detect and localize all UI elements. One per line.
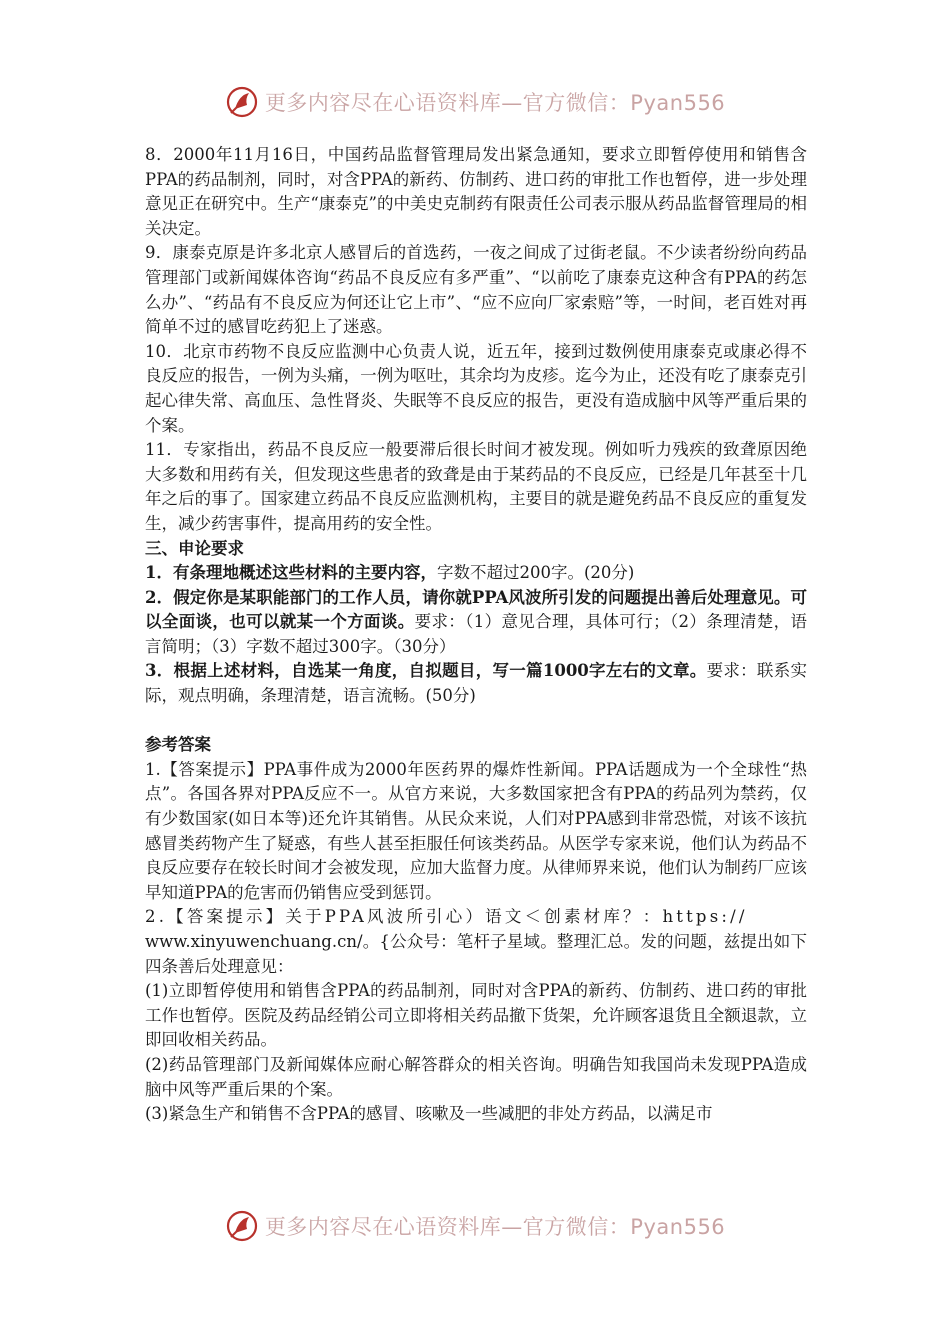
requirement-1 — [145, 561, 807, 586]
answer-2-point-1: (1)立即暂停使用和销售含PPA的药品制剂，同时对含PPA的新药、仿制药、进口药的审批工作也暂停。医院及药品经销公司立即将相关药品撤下货架，允许顾客退货且全额退款，立即回收相关药品。 — [145, 981, 807, 1050]
answer-2-intro-line-2: www.xinyuwenchuang.cn/。{公众号：笔杆子星域。整理汇总。发的问题，兹提出如下四条善后处理意见： — [145, 932, 807, 976]
material-paragraph-8: 8．2000年11月16日，中国药品监督管理局发出紧急通知，要求立即暂停使用和销售含PPA的药品制剂，同时，对含PPA的新药、仿制药、进口药的审批工作也暂停，进一步处理意见正在研究中。生产“康泰克”的中美史克制药有限责任公司表示服从药品监督管理局的相关决定。 — [145, 145, 807, 238]
requirement-1-task: 1．有条理地概述这些材料的主要内容， — [145, 563, 437, 583]
material-paragraph-10: 10．北京市药物不良反应监测中心负责人说，近五年，接到过数例使用康泰克或康必得不良反应的报告，一例为头痛，一例为呕吐，其余均为皮疹。迄今为止，还没有吃了康泰克引起心律失常、高血压、急性肾炎、失眠等不良反应的报告，更没有造成脑中风等严重后果的个案。 — [145, 341, 807, 435]
requirement-3-limits: 要求：联系实际，观点明确，条理清楚，语言流畅。(50分) — [145, 661, 808, 706]
material-paragraph-9: 9．康泰克原是许多北京人感冒后的首选药，一夜之间成了过街老鼠。不少读者纷纷向药品管理部门或新闻媒体咨询“药品不良反应有多严重”、“以前吃了康泰克这种含有PPA的药怎么办”、“药品有不良反应为何还让它上市”、“应不应向厂家索赔”等，一时间，老百姓对再简单不过的感冒吃药犯上了迷惑。 — [145, 243, 807, 337]
requirement-2 — [145, 586, 807, 660]
answer-1: 1.【答案提示】PPA事件成为2000年医药界的爆炸性新闻。PPA话题成为一个全球性“热点”。各国各界对PPA反应不一。从官方来说，大多数国家把含有PPA的药品列为禁药，仅有少数国家(如日本等)还允许其销售。从民众来说，人们对PPA感到非常恐慌，对该不该抗感冒类药物产生了疑惑，有些人甚至拒服任何该类药品。从医学专家来说，他们认为药品不良反应要存在较长时间才会被发现，应加大监督力度。从律师界来说，他们认为制药厂应该早知道PPA的危害而仍销售应受到惩罚。 — [145, 759, 807, 902]
requirement-2-task: 2．假定你是某职能部门的工作人员，请你就PPA风波所引发的问题提出善后处理意见。可以全面谈，也可以就某一个方面谈。 — [145, 587, 807, 632]
answers-heading: 参考答案 — [145, 735, 211, 755]
spacer — [145, 709, 807, 734]
requirement-2-limits: 要求：（1）意见合理，具体可行；（2）条理清楚，语言简明；（3）字数不超过300字。（30分） — [145, 612, 808, 656]
brand-logo-icon — [225, 1209, 259, 1243]
requirement-3-task: 3．根据上述材料，自选某一角度，自拟题目，写一篇1000字左右的文章。 — [145, 661, 707, 681]
answer-2-point-3: (3)紧急生产和销售不含PPA的感冒、咳嗽及一些减肥的非处方药品，以满足市 — [145, 1104, 713, 1124]
footer-banner — [0, 1206, 950, 1246]
banner-text: 更多内容尽在心语资料库—官方微信：Pyan556 — [264, 91, 726, 115]
material-paragraph-11: 11．专家指出，药品不良反应一般要滞后很长时间才被发现。例如听力残疾的致聋原因绝大多数和用药有关，但发现这些患者的致聋是由于某药品的不良反应，已经是几年甚至十几年之后的事了。国家建立药品不良反应监测机构，主要目的就是避免药品不良反应的重复发生，减少药害事件，提高用药的安全性。 — [145, 440, 807, 533]
answer-2-intro-line-1: 2.【答案提示】关于PPA风波所引心）语文＜创素材库？：https:// — [145, 907, 748, 927]
requirement-1-limits: 字数不超过200字。(20分) — [436, 563, 635, 583]
header-banner — [0, 82, 950, 122]
brand-logo-icon — [225, 85, 259, 119]
requirement-3 — [145, 659, 807, 708]
document-body — [145, 143, 807, 1127]
banner-text: 更多内容尽在心语资料库—官方微信：Pyan556 — [264, 1215, 726, 1239]
answer-2-point-2: (2)药品管理部门及新闻媒体应耐心解答群众的相关咨询。明确告知我国尚未发现PPA造成脑中风等严重后果的个案。 — [145, 1054, 807, 1099]
requirements-heading: 三、申论要求 — [145, 538, 244, 558]
